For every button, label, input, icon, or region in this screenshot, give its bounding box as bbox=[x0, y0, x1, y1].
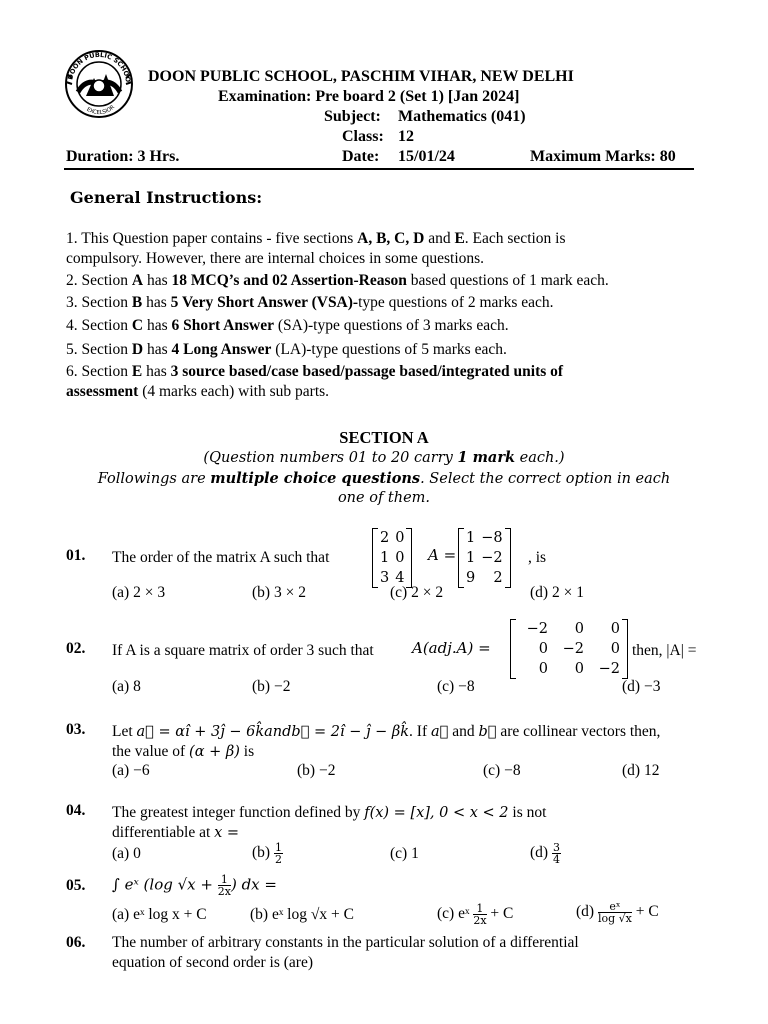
section-a-title: SECTION A bbox=[339, 428, 429, 447]
q1-number: 01. bbox=[66, 547, 86, 564]
subject-label: Subject: bbox=[324, 108, 381, 125]
q1-matrix-left: 2 0 1 0 3 4 bbox=[372, 528, 412, 588]
q2-option-b: (b) −2 bbox=[252, 678, 291, 695]
class-value: 12 bbox=[398, 128, 414, 145]
instruction-5: 5. Section D has 4 Long Answer (LA)-type questions of 5 marks each. bbox=[66, 341, 507, 358]
logo-text: DOON PUBLIC SCHOO bbox=[66, 50, 133, 83]
q5-expr: ∫ eˣ (log √x + $\frac{1}{2x}$ ) dx = bbox=[112, 873, 277, 898]
q4-option-c: (c) 1 bbox=[390, 845, 419, 862]
q4-option-b: (b) $\frac{1}{2}$ bbox=[252, 841, 282, 866]
q2-number: 02. bbox=[66, 640, 86, 657]
q6-number: 06. bbox=[66, 934, 86, 951]
q6-text: The number of arbitrary constants in the particular solution of a differential bbox=[112, 934, 579, 951]
q3-number: 03. bbox=[66, 721, 86, 738]
q2-option-d: (d) −3 bbox=[622, 678, 661, 695]
q3-option-a: (a) −6 bbox=[112, 762, 150, 779]
instruction-3: 3. Section B has 5 Very Short Answer (VSA)-type questions of 2 marks each. bbox=[66, 294, 554, 311]
q5-option-c: (c) eˣ $\frac{1}{2x}$ + C bbox=[437, 902, 514, 927]
date-label: Date: bbox=[342, 148, 380, 165]
q2-tail: then, |A| = bbox=[632, 642, 697, 659]
q5-number: 05. bbox=[66, 877, 86, 894]
instruction-4: 4. Section C has 6 Short Answer (SA)-type questions of 3 marks each. bbox=[66, 317, 509, 334]
q2-option-c: (c) −8 bbox=[437, 678, 475, 695]
logo-motto: EXCELSIOR bbox=[85, 104, 117, 117]
q1-option-b: (b) 3 × 2 bbox=[252, 584, 306, 601]
q3-text: Let a⃗ = αî + 3ĵ − 6k̂andb⃗ = 2î − ĵ − βk̂. If a⃗ and b⃗ are collinear vectors then, bbox=[112, 723, 661, 740]
q1-expr: A = bbox=[428, 546, 457, 564]
q2-matrix: −2 0 0 0 −2 0 0 0 −2 bbox=[510, 619, 628, 679]
q5-option-b: (b) eˣ log √x + C bbox=[250, 906, 354, 923]
q3-option-d: (d) 12 bbox=[622, 762, 660, 779]
instruction-1: 1. This Question paper contains - five sections A, B, C, D and E. Each section is bbox=[66, 230, 566, 247]
header-rule bbox=[64, 168, 694, 170]
q1-tail: , is bbox=[528, 549, 547, 566]
section-a-note-cont: one of them. bbox=[337, 490, 431, 506]
q4-text: The greatest integer function defined by f(x) = [x], 0 < x < 2 is not bbox=[112, 804, 547, 821]
instructions-title: General Instructions: bbox=[70, 188, 263, 207]
q1-option-a: (a) 2 × 3 bbox=[112, 584, 166, 601]
school-name: DOON PUBLIC SCHOOL, PASCHIM VIHAR, NEW DELHI bbox=[148, 68, 574, 85]
exam-title: Examination: Pre board 2 (Set 1) [Jan 2024] bbox=[218, 88, 520, 105]
q1-option-c: (c) 2 × 2 bbox=[390, 584, 444, 601]
date-value: 15/01/24 bbox=[398, 148, 455, 165]
q3-option-c: (c) −8 bbox=[483, 762, 521, 779]
q5-option-a: (a) eˣ log x + C bbox=[112, 906, 207, 923]
instruction-6-cont: assessment (4 marks each) with sub parts. bbox=[66, 383, 330, 400]
instruction-1-cont: compulsory. However, there are internal choices in some questions. bbox=[66, 250, 485, 267]
q2-text: If A is a square matrix of order 3 such that bbox=[112, 642, 374, 659]
max-marks: Maximum Marks: 80 bbox=[530, 148, 676, 165]
q4-option-d: (d) $\frac{3}{4}$ bbox=[530, 841, 560, 866]
svg-text:DOON PUBLIC SCHOOL bbox=[64, 48, 132, 83]
subject-value: Mathematics (041) bbox=[398, 108, 526, 125]
q3-option-b: (b) −2 bbox=[297, 762, 336, 779]
q1-matrix-right: 1 −8 1 −2 9 2 bbox=[458, 528, 511, 588]
q1-option-d: (d) 2 × 1 bbox=[530, 584, 584, 601]
q4-number: 04. bbox=[66, 802, 86, 819]
q4-option-a: (a) 0 bbox=[112, 845, 141, 862]
instruction-6: 6. Section E has 3 source based/case based/passage based/integrated units of bbox=[66, 363, 564, 380]
q6-text-cont: equation of second order is (are) bbox=[112, 954, 313, 971]
duration: Duration: 3 Hrs. bbox=[66, 148, 180, 165]
section-a-subtitle: (Question numbers 01 to 20 carry 1 mark each.) bbox=[203, 449, 565, 466]
class-label: Class: bbox=[342, 128, 384, 145]
q2-expr: A(adj.A) = bbox=[412, 639, 491, 657]
school-logo bbox=[64, 48, 134, 124]
q2-option-a: (a) 8 bbox=[112, 678, 141, 695]
q5-option-d: (d) $\frac{\text{eˣ}}{\log √x}$ + C bbox=[576, 900, 659, 925]
q3-text-cont: the value of (α + β) is bbox=[112, 743, 255, 760]
section-a-note: Followings are multiple choice questions. Select the correct option in each bbox=[97, 470, 671, 487]
instruction-2: 2. Section A has 18 MCQ’s and 02 Assertion-Reason based questions of 1 mark each. bbox=[66, 272, 609, 289]
q4-text-cont: differentiable at x = bbox=[112, 824, 240, 841]
q1-text: The order of the matrix A such that bbox=[112, 549, 330, 566]
